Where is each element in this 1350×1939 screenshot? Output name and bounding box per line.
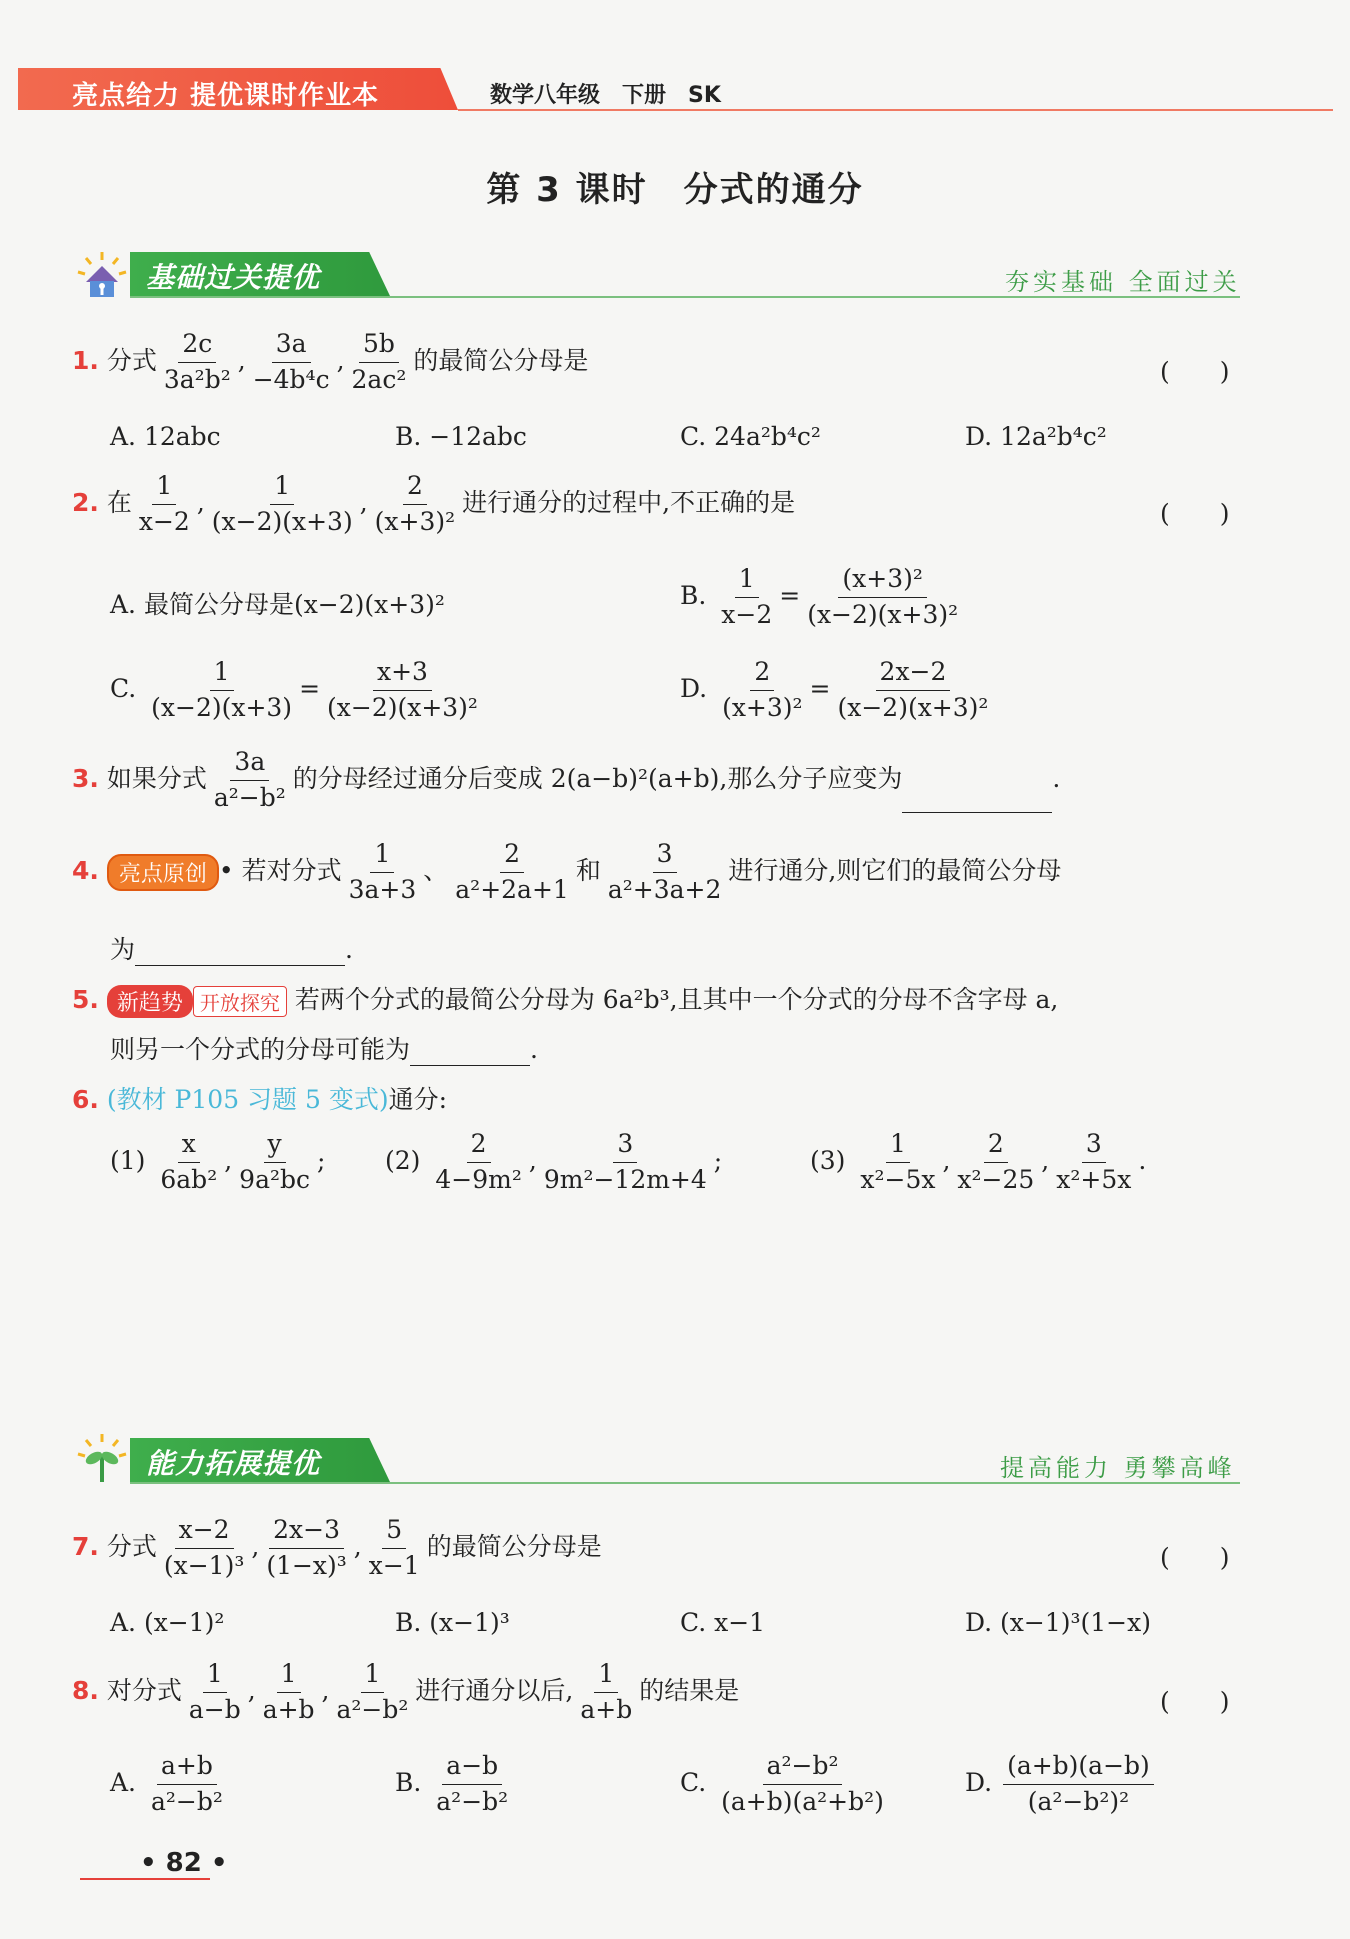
question-number: 7. [72,1531,99,1561]
question-2: 2. 在 $\frac{1}{x-2}$ , $\frac{1}{(x-2)(x+3)}$ , $\frac{2}{\text{(x+3)²}}$ 进行通分的过程中,不正确的是 [72,471,796,536]
question-number: 5. [72,985,99,1014]
page-number-rule [80,1878,210,1880]
q8-option-c: C. $\frac{\text{a²−b²}}{\text{(a+b)(a²+b²)}}$ [680,1751,884,1816]
lesson-title: 第 3 课时 分式的通分 [486,170,864,210]
q1-option-b: B. −12abc [395,422,527,451]
q1-option-d: D. 12a²b⁴c² [965,422,1107,451]
fraction: $\frac{3a}{\text{a²−b²}}$ [213,747,286,812]
fraction: $\frac{5b}{\text{2ac²}}$ [351,329,407,394]
q1-option-c: C. 24a²b⁴c² [680,422,821,451]
fraction: $\frac{1}{\text{a²−b²}}$ [336,1659,409,1724]
fraction: $\frac{2}{\text{a²+2a+1}}$ [455,839,569,904]
explore-tag: 开放探究 [193,986,287,1017]
section-basic-slogan: 夯实基础 全面过关 [1005,268,1241,296]
section-basic-rule [130,296,1240,298]
q2-option-b: B. $\frac{1}{x-2}$ = $\frac{\text{(x+3)²}}{\text{(x−2)(x+3)²}}$ [680,564,959,629]
question-7: 7. 分式 $\frac{x-2}{\text{(x−1)³}}$ , $\frac{2x-3}{\text{(1−x)³}}$ , $\frac{5}{x-1}$ 的最简公分母是 [72,1515,602,1580]
q2-option-c: C. $\frac{1}{(x-2)(x+3)}$ = $\frac{x+3}{\text{(x−2)(x+3)²}}$ [110,657,478,722]
question-5-line2: 则另一个分式的分母可能为 . [110,1035,538,1064]
question-4-line2: 为 . [110,935,353,964]
answer-blank [902,786,1052,813]
answer-paren: ( ) [1160,1687,1230,1716]
q2-option-d: D. $\frac{2}{\text{(x+3)²}}$ = $\frac{2x-2}{\text{(x−2)(x+3)²}}$ [680,657,989,722]
q7-option-a: A. (x−1)² [110,1608,225,1637]
fraction: $\frac{1}{a+b}$ [580,1659,633,1724]
question-number: 2. [72,487,99,517]
q1-option-a: A. 12abc [110,422,221,451]
question-number: 6. [72,1085,99,1114]
section-advanced-slogan: 提高能力 勇攀高峰 [1000,1454,1236,1482]
sprout-icon [72,1432,132,1488]
fraction: $\frac{1}{a+b}$ [262,1659,315,1724]
fraction: $\frac{1}{3a+3}$ [348,839,417,904]
q7-option-c: C. x−1 [680,1608,766,1637]
section-advanced-title: 能力拓展提优 [146,1447,321,1480]
q8-option-b: B. $\frac{a-b}{\text{a²−b²}}$ [395,1751,509,1816]
question-3: 3. 如果分式 $\frac{3a}{\text{a²−b²}}$ 的分母经过通分后变成 2(a−b)²(a+b),那么分子应变为 . [72,747,1061,812]
trend-tag: 新趋势 [107,985,193,1018]
header-brand: 亮点给力 提优课时作业本 [72,81,380,111]
q2-option-a: A. 最简公分母是(x−2)(x+3)² [110,590,445,619]
q6-part-2: (2) $\frac{2}{\text{4−9m²}}$ , $\frac{3}{\text{9m²−12m+4}}$ ; [385,1129,723,1194]
question-8: 8. 对分式 $\frac{1}{a-b}$ , $\frac{1}{a+b}$ , $\frac{1}{\text{a²−b²}}$ 进行通分以后, $\frac{1}{a+b}$ 的结果是 [72,1659,740,1724]
fraction: $\frac{2x-3}{\text{(1−x)³}}$ [266,1515,347,1580]
q7-option-b: B. (x−1)³ [395,1608,510,1637]
fraction: $\frac{2}{\text{(x+3)²}}$ [374,471,456,536]
fraction: $\frac{x-2}{\text{(x−1)³}}$ [163,1515,245,1580]
fraction: $\frac{3a}{\text{−4b⁴c}}$ [252,329,330,394]
textbook-source: (教材 P105 习题 5 变式) [106,1085,389,1114]
house-icon [72,248,132,300]
q6-part-1: (1) $\frac{x}{\text{6ab²}}$ , $\frac{y}{\text{9a²bc}}$ ; [110,1129,326,1194]
header-book-info: 数学八年级 下册 SK [490,83,721,108]
fraction: $\frac{3}{\text{a²+3a+2}}$ [607,839,722,904]
fraction: $\frac{1}{x-2}$ [138,471,190,536]
header-rule [458,109,1333,111]
section-basic-title: 基础过关提优 [146,261,321,294]
question-number: 1. [72,345,99,375]
question-number: 4. [72,855,99,885]
question-1: 1. 分式 $\frac{2c}{\text{3a²b²}}$ , $\frac{3a}{\text{−4b⁴c}}$ , $\frac{5b}{\text{2ac²}}$ 的最简公分母是 [72,329,589,394]
answer-blank [135,939,345,966]
fraction: $\frac{2c}{\text{3a²b²}}$ [163,329,231,394]
question-4: 4. 亮点原创 • 若对分式 $\frac{1}{3a+3}$ 、 $\frac{2}{\text{a²+2a+1}}$ 和 $\frac{3}{\text{a²+3a+2}}$ 进行通分,则它们的最简公分母 [72,839,1062,904]
question-5: 5. 新趋势 开放探究 若两个分式的最简公分母为 6a²b³,且其中一个分式的分母不含字母 a, [72,985,1059,1016]
question-6: 6. (教材 P105 习题 5 变式)通分: [72,1085,448,1114]
fraction: $\frac{1}{a-b}$ [188,1659,241,1724]
answer-paren: ( ) [1160,1543,1230,1572]
answer-paren: ( ) [1160,357,1230,386]
q8-option-d: D. $\frac{(a+b)(a-b)}{\text{(a²−b²)²}}$ [965,1752,1157,1817]
question-number: 8. [72,1675,99,1705]
question-number: 3. [72,763,99,793]
answer-blank [410,1039,530,1066]
q7-option-d: D. (x−1)³(1−x) [965,1608,1151,1637]
fraction: $\frac{5}{x-1}$ [368,1515,420,1580]
q6-part-3: (3) $\frac{1}{\text{x²−5x}}$ , $\frac{2}{\text{x²−25}}$ , $\frac{3}{\text{x²+5x}}$ . [810,1129,1147,1194]
fraction: $\frac{1}{(x-2)(x+3)}$ [211,471,353,536]
section-advanced-rule [130,1482,1240,1484]
original-tag: 亮点原创 [107,854,219,891]
answer-paren: ( ) [1160,499,1230,528]
q8-option-a: A. $\frac{a+b}{\text{a²−b²}}$ [110,1751,223,1816]
page-number: • 82 • [140,1848,228,1878]
